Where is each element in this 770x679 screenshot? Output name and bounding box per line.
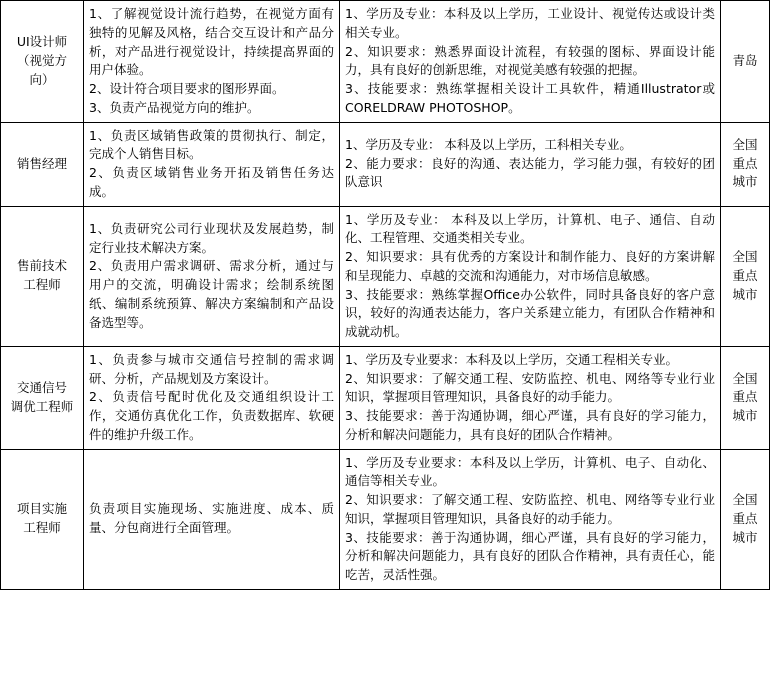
job-title-cell — [1, 122, 84, 206]
location-line: 全国 — [732, 249, 758, 264]
duty-item: 1、负责研究公司行业现状及发展趋势，制定行业技术解决方案。 — [89, 220, 334, 255]
table-row — [1, 449, 770, 589]
job-duties-cell — [84, 346, 340, 449]
location-line: 重点 — [732, 389, 758, 405]
location-line: 城市 — [732, 529, 758, 545]
requirement-item: 1、学历及专业： 本科及以上学历，工科相关专业。 — [345, 136, 632, 152]
requirement-item: 1、学历及专业要求：本科及以上学历，计算机、电子、自动化、通信等相关专业。 — [345, 454, 715, 489]
table-row — [1, 206, 770, 346]
job-duties-cell — [84, 1, 340, 123]
job-title-line: 工程师 — [23, 520, 61, 536]
job-duties-cell — [84, 122, 340, 206]
job-requirements-cell — [340, 449, 721, 589]
duty-item: 1、负责参与城市交通信号控制的需求调研、分析，产品规划及方案设计。 — [89, 351, 334, 386]
requirement-item: 1、学历及专业： 本科及以上学历，计算机、电子、通信、自动化、工程管理、交通类相关专业。 — [345, 211, 715, 246]
requirement-item: 1、学历及专业要求：本科及以上学历，交通工程相关专业。 — [345, 351, 678, 367]
job-title-line: 项目实施 — [16, 501, 67, 517]
requirement-item: 2、知识要求：了解交通工程、安防监控、机电、网络等专业行业知识，掌握项目管理知识，具备良好的动手能力。 — [345, 492, 715, 526]
requirement-item: 2、能力要求：良好的沟通、表达能力，学习能力强，有较好的团队意识 — [345, 155, 715, 190]
duty-item: 2、设计符合项目要求的图形界面。 — [89, 81, 285, 96]
job-location-cell — [721, 346, 770, 449]
requirement-item: 2、知识要求：熟悉界面设计流程，有较强的图标、界面设计能力，具有良好的创新思维，对视觉美感有较强的把握。 — [345, 43, 715, 78]
job-location-cell — [721, 1, 770, 123]
location-line: 城市 — [732, 174, 758, 190]
job-location-cell — [721, 449, 770, 589]
job-title-line: 向） — [29, 71, 55, 87]
requirement-item: 3、技能要求：善于沟通协调，细心严谨，具有良好的学习能力，分析和解决问题能力，具有良好的团队合作精神，具有责任心，能吃苦，灵活性强。 — [345, 529, 715, 582]
location-line: 城市 — [732, 286, 758, 302]
duty-item: 1、了解视觉设计流行趋势，在视觉方面有独特的见解及风格，结合交互设计和产品分析，对产品进行视觉设计，持续提高界面的用户体验。 — [89, 6, 334, 78]
job-title-line: 交通信号 — [16, 379, 67, 395]
job-duties-cell — [84, 206, 340, 346]
duty-item: 1、负责区域销售政策的贯彻执行、制定，完成个人销售目标。 — [89, 127, 334, 162]
job-requirements-cell — [340, 206, 721, 346]
job-location-cell — [721, 122, 770, 206]
duty-item: 负责项目实施现场、实施进度、成本、质量、分包商进行全面管理。 — [89, 501, 334, 536]
location-line: 全国 — [732, 136, 758, 152]
location-line: 青岛 — [732, 52, 758, 68]
job-title-line: 调优工程师 — [10, 398, 74, 414]
job-title-line: （视觉方 — [16, 52, 67, 68]
job-title-cell — [1, 449, 84, 589]
location-line: 重点 — [732, 510, 758, 526]
job-requirements-cell — [340, 1, 721, 123]
job-title-line: UI设计师 — [16, 34, 68, 50]
location-line: 重点 — [732, 267, 758, 283]
location-line: 重点 — [732, 155, 758, 171]
job-location-cell — [721, 206, 770, 346]
duty-item: 2、负责信号配时优化及交通组织设计工作，交通仿真优化工作，负责数据库、软硬件的维护升级工作。 — [89, 389, 334, 442]
table-row — [1, 346, 770, 449]
location-line: 全国 — [732, 492, 758, 507]
table-row — [1, 122, 770, 206]
duty-item: 3、负责产品视觉方向的维护。 — [89, 99, 260, 115]
table-body — [1, 1, 770, 590]
duty-item: 2、负责区域销售业务开拓及销售任务达成。 — [89, 165, 334, 199]
job-title-line: 销售经理 — [16, 155, 67, 171]
job-requirements-cell — [340, 346, 721, 449]
job-requirements-cell — [340, 122, 721, 206]
job-duties-cell — [84, 449, 340, 589]
requirement-item: 2、知识要求：具有优秀的方案设计和制作能力、良好的方案讲解和呈现能力、卓越的交流和沟通能力，对市场信息敏感。 — [345, 249, 715, 283]
requirement-item: 3、技能要求：熟练掌握Office办公软件，同时具备良好的客户意识，较好的沟通表达能力，客户关系建立能力，有团队合作精神和成就动机。 — [345, 286, 715, 339]
duty-item: 2、负责用户需求调研、需求分析，通过与用户的交流，明确设计需求；绘制系统图纸、编制系统预算、解决方案编制和产品设备选型等。 — [89, 258, 334, 330]
job-title-cell — [1, 206, 84, 346]
requirement-item: 2、知识要求：了解交通工程、安防监控、机电、网络等专业行业知识，掌握项目管理知识，具备良好的动手能力。 — [345, 370, 715, 405]
job-title-cell — [1, 346, 84, 449]
requirement-item: 1、学历及专业：本科及以上学历，工业设计、视觉传达或设计类相关专业。 — [345, 6, 715, 40]
job-title-line: 售前技术 — [16, 258, 67, 274]
requirement-item: 3、技能要求：熟练掌握相关设计工具软件，精通Illustrator或CORELDRAW PHOTOSHOP。 — [345, 81, 715, 115]
job-title-cell — [1, 1, 84, 123]
location-line: 城市 — [732, 408, 758, 423]
location-line: 全国 — [732, 370, 758, 386]
job-title-line: 工程师 — [23, 277, 61, 293]
table-row — [1, 1, 770, 123]
requirement-item: 3、技能要求：善于沟通协调，细心严谨，具有良好的学习能力，分析和解决问题能力，具有良好的团队合作精神。 — [345, 408, 715, 442]
